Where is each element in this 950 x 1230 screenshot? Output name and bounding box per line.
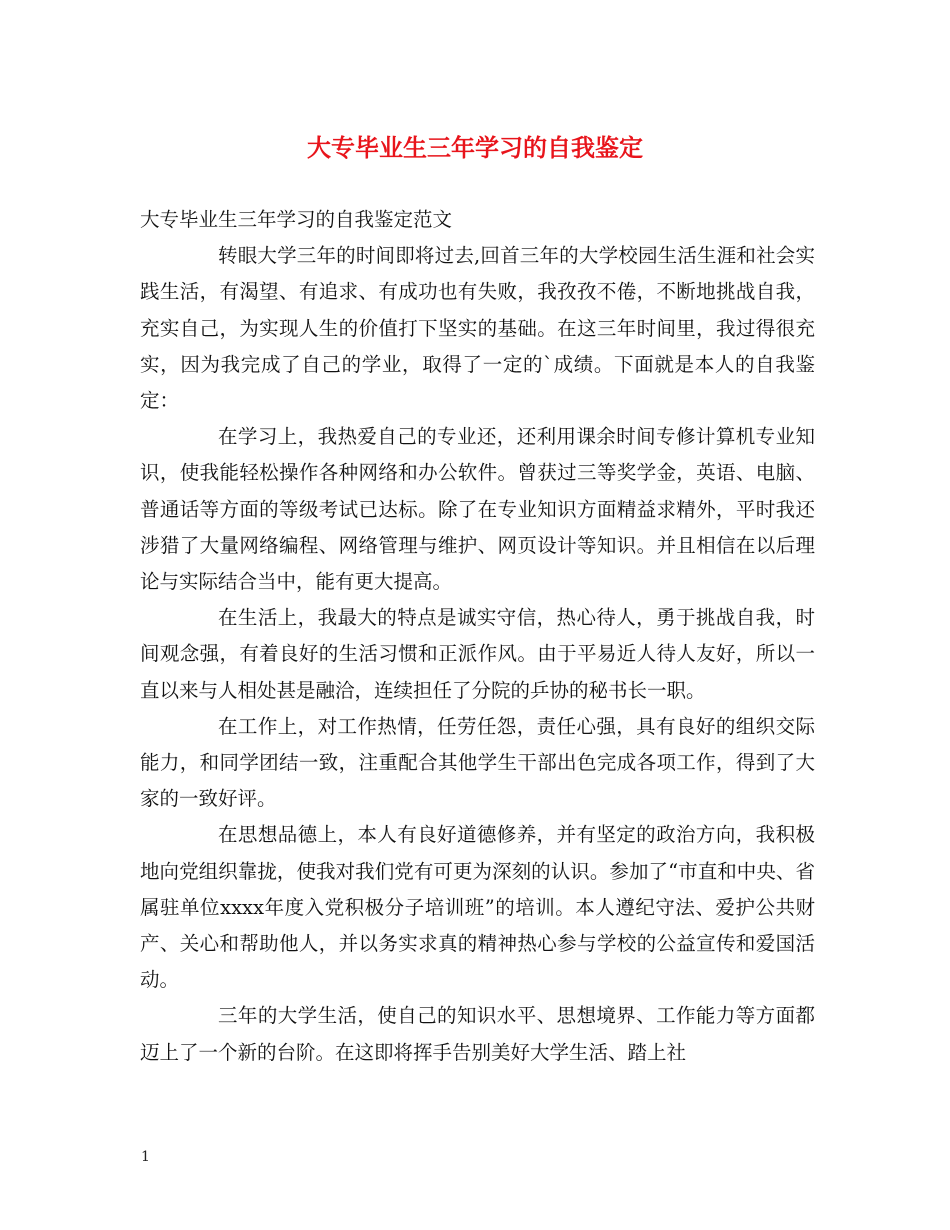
paragraph-conclusion: 三年的大学生活，使自己的知识水平、思想境界、工作能力等方面都迈上了一个新的台阶。在这即将挥手告别美好大学生活、踏上社	[140, 1004, 815, 1064]
paragraph-work: 在工作上，对工作热情，任劳任怨，责任心强，具有良好的组织交际能力，和同学团结一致，注重配合其他学生干部出色完成各项工作，得到了大家的一致好评。	[140, 714, 815, 811]
paragraph-study: 在学习上，我热爱自己的专业还，还利用课余时间专修计算机专业知识，使我能轻松操作各种网络和办公软件。曾获过三等奖学金，英语、电脑、普通话等方面的等级考试已达标。除了在专业知识方面精益求精外，平时我还涉猎了大量网络编程、网络管理与维护、网页设计等知识。并且相信在以后理论与实际结合当中，能有更大提高。	[140, 425, 815, 594]
paragraph-intro: 转眼大学三年的时间即将过去,回首三年的大学校园生活生涯和社会实践生活，有渴望、有追求、有成功也有失败，我孜孜不倦，不断地挑战自我，充实自己，为实现人生的价值打下坚实的基础。在这三年时间里，我过得很充实，因为我完成了自己的学业，取得了一定的`成绩。下面就是本人的自我鉴定：	[140, 244, 815, 413]
document-body	[140, 202, 815, 1071]
document-subtitle: 大专毕业生三年学习的自我鉴定范文	[140, 208, 453, 231]
page-number: 1	[141, 1149, 150, 1165]
paragraph-life: 在生活上，我最大的特点是诚实守信，热心待人，勇于挑战自我，时间观念强，有着良好的生活习惯和正派作风。由于平易近人待人友好，所以一直以来与人相处甚是融洽，连续担任了分院的乒协的秘书长一职。	[140, 606, 815, 702]
document-title: 大专毕业生三年学习的自我鉴定	[307, 133, 643, 162]
paragraph-morality: 在思想品德上，本人有良好道德修养，并有坚定的政治方向，我积极地向党组织靠拢，使我对我们党有可更为深刻的认识。参加了“市直和中央、省属驻单位xxxx年度入党积极分子培训班”的培训。本人遵纪守法、爱护公共财产、关心和帮助他人，并以务实求真的精神热心参与学校的公益宣传和爱国活动。	[140, 823, 815, 992]
